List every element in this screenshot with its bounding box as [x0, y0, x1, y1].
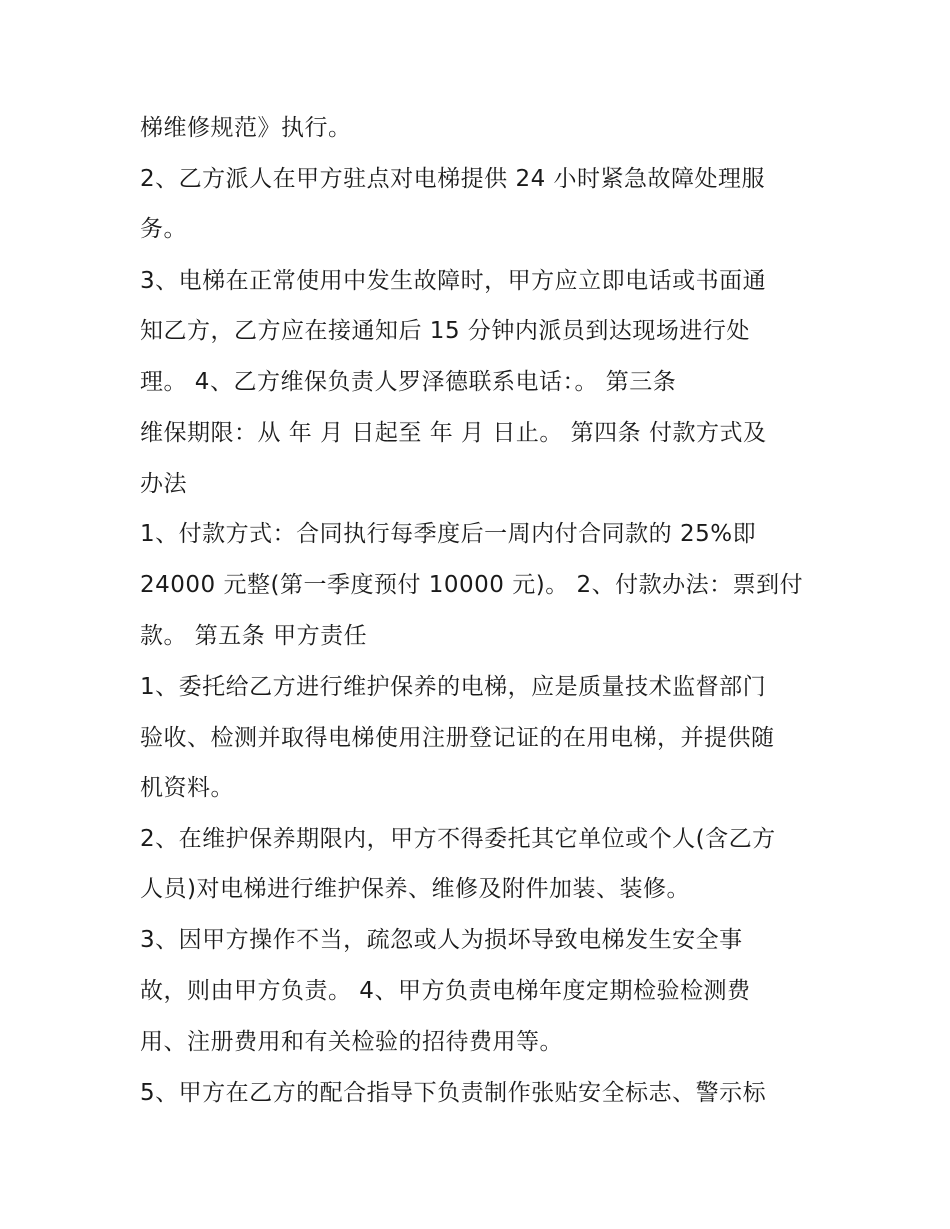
text-line: 人员)对电梯进行维护保养、维修及附件加装、装修。 — [140, 876, 690, 902]
text-line: 2、乙方派人在甲方驻点对电梯提供 24 小时紧急故障处理服 — [140, 166, 766, 192]
text-line: 验收、检测并取得电梯使用注册登记证的在用电梯，并提供随 — [140, 725, 775, 751]
text-line: 梯维修规范》执行。 — [140, 115, 352, 141]
text-line: 1、委托给乙方进行维护保养的电梯，应是质量技术监督部门 — [140, 674, 767, 700]
text-line: 机资料。 — [140, 775, 234, 801]
text-line: 3、因甲方操作不当，疏忽或人为损坏导致电梯发生安全事 — [140, 927, 743, 953]
text-line: 办法 — [140, 471, 187, 497]
text-line: 1、付款方式：合同执行每季度后一周内付合同款的 25%即 — [140, 521, 757, 547]
text-line: 5、甲方在乙方的配合指导下负责制作张贴安全标志、警示标 — [140, 1080, 767, 1106]
text-line: 务。 — [140, 216, 187, 242]
text-line: 款。 第五条 甲方责任 — [140, 623, 368, 649]
text-line: 3、电梯在正常使用中发生故障时，甲方应立即电话或书面通 — [140, 268, 767, 294]
text-line: 理。 4、乙方维保负责人罗泽德联系电话：。 第三条 — [140, 369, 677, 395]
text-line: 2、在维护保养期限内，甲方不得委托其它单位或个人(含乙方 — [140, 826, 776, 852]
text-line: 故，则由甲方负责。 4、甲方负责电梯年度定期检验检测费 — [140, 978, 751, 1004]
text-line: 维保期限：从 年 月 日起至 年 月 日止。 第四条 付款方式及 — [140, 420, 767, 446]
text-line: 24000 元整(第一季度预付 10000 元)。 2、付款办法：票到付 — [140, 572, 804, 598]
text-line: 知乙方，乙方应在接通知后 15 分钟内派员到达现场进行处 — [140, 318, 750, 344]
text-line: 用、注册费用和有关检验的招待费用等。 — [140, 1029, 563, 1055]
